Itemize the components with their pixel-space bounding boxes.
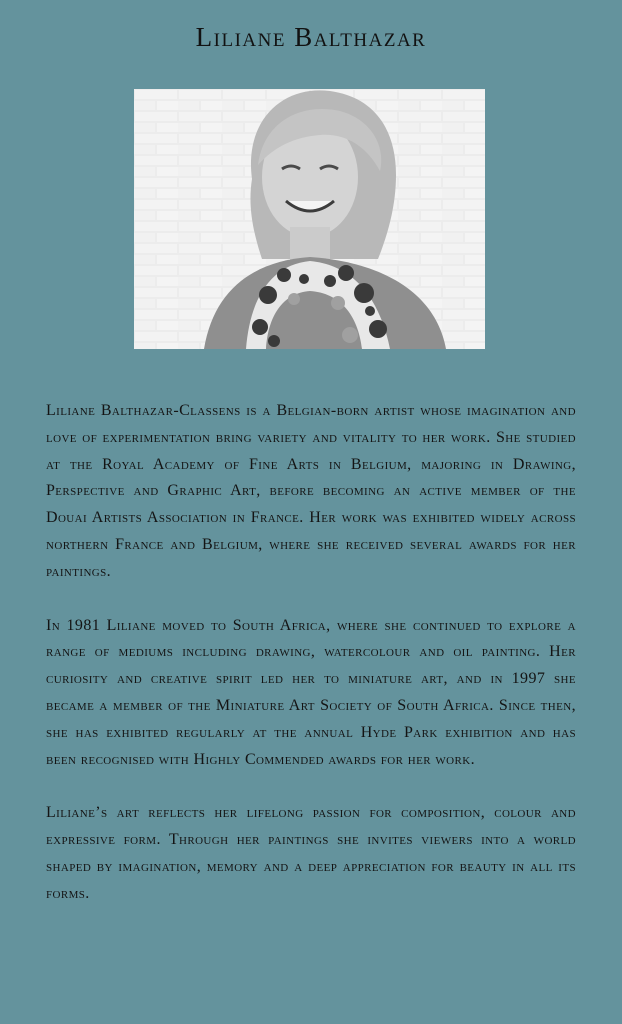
bio-paragraph-3: Liliane’s art reflects her lifelong passion for composition, colour and expressive form. Through her paintings she invites viewers into a world shaped by imagination, memory and a deep appreciation for beauty in all its forms. xyxy=(46,804,576,902)
artist-name-title: Liliane Balthazar xyxy=(195,22,427,52)
artist-biography xyxy=(46,398,576,935)
bio-paragraph-2: In 1981 Liliane moved to South Africa, where she continued to explore a range of mediums including drawing, watercolour and oil painting. Her curiosity and creative spirit led her to miniature art, and in 1997 she became a member of the Miniature Art Society of South Africa. Since then, she has exhibited regularly at the annual Hyde Park exhibition and has been recognised with Highly Commended awards for her work. xyxy=(46,616,576,768)
artist-portrait-photo xyxy=(134,89,485,349)
portrait-illustration xyxy=(134,89,485,349)
bio-paragraph-1: Liliane Balthazar-Classens is a Belgian-born artist whose imagination and love of experimentation bring variety and vitality to her work. She studied at the Royal Academy of Fine Arts in Belgium, majoring in Drawing, Perspective and Graphic Art, before becoming an active member of the Douai Artists Association in France. Her work was exhibited widely across northern France and Belgium, where she received several awards for her paintings. xyxy=(46,402,576,580)
